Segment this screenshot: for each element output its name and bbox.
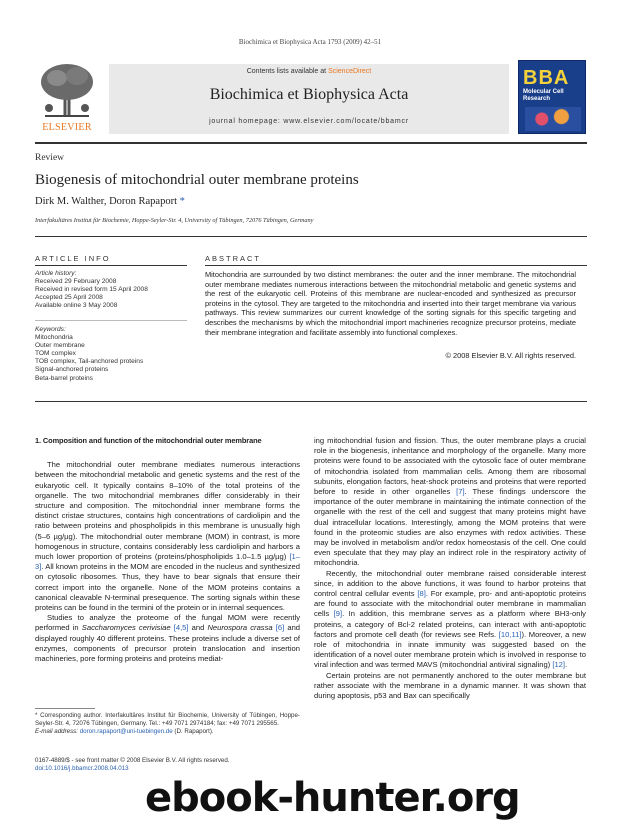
paragraph-text: . For example, pro- and anti-apoptotic proteins are found to associate with the mitochondrial outer membrane in mammalian cells	[314, 589, 586, 619]
section-heading: 1. Composition and function of the mitochondrial outer membrane	[35, 436, 262, 445]
email-suffix: (D. Rapaport).	[172, 728, 214, 735]
citation-link[interactable]: [9]	[333, 609, 343, 619]
paragraph-text: . In addition, this membrane serves as a platform where BH3-only proteins, a category of Bcl-2 related proteins, can interact with anti-apoptotic factors and promote cell death (for reviews see Refs.	[314, 609, 586, 639]
masthead-divider	[35, 142, 587, 144]
paragraph-text: . All known proteins in the MOM are encoded in the nucleus and synthesized on cytosolic ribosomes. Thus, they have to bear signals that ensure their correct import into the organelle. None of the MOM proteins contains a canonical cleavable N-terminal presequence. The sorting signals within these proteins can be found in the termini of the protein or in internal sequences.	[35, 562, 300, 613]
sciencedirect-link[interactable]: ScienceDirect	[328, 68, 372, 75]
paragraph-text: .	[565, 660, 568, 670]
journal-title: Biochimica et Biophysica Acta	[209, 86, 409, 103]
email-line	[35, 728, 300, 736]
corresponding-author-mark[interactable]: *	[179, 196, 185, 207]
journal-cover-image	[518, 60, 586, 134]
journal-reference: Biochimica et Biophysica Acta 1793 (2009) 42–51	[238, 38, 382, 46]
corresponding-author-note: * Corresponding author. Interfakultäres Institut für Biochemie, University of Tübingen, Hoppe-Seyler-Str. 4, 72076 Tübingen, Germany. Tel.: +49 7071 2974184; fax: +49 7071 295565.	[35, 712, 300, 727]
history-item: Received in revised form 15 April 2008	[35, 286, 148, 294]
paragraph-text: Studies to analyze the proteome of the fungal MOM were recently performed in	[35, 613, 300, 633]
article-info-heading: ARTICLE INFO	[35, 254, 111, 263]
paragraph	[314, 436, 586, 569]
citation-link[interactable]: [6]	[275, 623, 285, 633]
issn-line: 0167-4889/$ - see front matter © 2008 Elsevier B.V. All rights reserved.	[35, 757, 230, 764]
contents-prefix: Contents lists available at	[246, 68, 329, 75]
citation-link[interactable]: [4,5]	[173, 623, 189, 633]
paragraph-text: . These findings underscore the importance of the outer membrane in maintaining the intimate connection of the organelle with the rest of the cell and suggest that many proteins might have dual intracellular locations. Interestingly, among the MOM proteins that were found in the proteomic studies are also enzymes with redox activities. These may be involved in metabolism and/or redox homeostasis of the cell. One could even speculate that they may play an indirect role in the respiratory activity of mitochondria.	[314, 487, 586, 568]
paragraph-text: Recently, the mitochondrial outer membrane raised considerable interest since, in addition to the above functions, it was found to harbor proteins that control central cellular events	[314, 568, 586, 599]
abstract-heading: ABSTRACT	[205, 254, 262, 263]
footnote	[35, 712, 300, 736]
affiliation: Interfakultäres Institut für Biochemie, Hoppe-Seyler-Str. 4, University of Tübingen, 72076 Tübingen, Germany	[35, 217, 314, 224]
paragraph	[35, 613, 300, 664]
paragraph	[314, 569, 586, 671]
keyword: TOB complex, Tail-anchored proteins	[35, 358, 144, 366]
email-link[interactable]: doron.rapaport@uni-tuebingen.de	[79, 728, 173, 735]
history-label: Article history:	[35, 270, 77, 277]
cover-subtitle: Molecular Cell Research	[523, 89, 564, 102]
abstract-rule	[205, 265, 587, 266]
body-column-left	[35, 436, 300, 664]
species-name: Neurospora crassa	[207, 623, 273, 633]
publisher-name: ELSEVIER	[42, 122, 92, 133]
history-item: Available online 3 May 2008	[35, 302, 118, 310]
cover-artwork	[525, 107, 581, 131]
species-name: Saccharomyces cerivisiae	[81, 623, 171, 633]
abstract-text: Mitochondria are surrounded by two distinct membranes: the outer and the inner membrane. The mitochondrial outer membrane mediates numerous interactions between the mitochondrial metabolic and genetic systems and the rest of the eukaryotic cell. Proteins of this membrane are nuclear-encoded and synthesized as precursor proteins in the cytosol. They are targeted to the mitochondria and inserted into their target membrane via various pathways. This review summarizes our current knowledge of the sorting signals for this specific targeting and describes the mechanisms by which the mitochondrial import machineries recognize precursor proteins, mediate their membrane integration and facilitate assembly into functional complexes.	[205, 270, 576, 337]
article-history	[35, 270, 185, 310]
contents-line	[109, 68, 509, 75]
abstract-bottom-divider	[35, 401, 587, 402]
paragraph-text: ing mitochondrial fusion and fission. Thus, the outer membrane plays a crucial role in the biogenesis, inheritance and morphology of the organelle. Many more proteins were found to be associated with the cytosolic face of outer membrane of mitochondria isolated from mammalian cells. Among them are ribosomal subunits, elongation factors, heat-shock proteins and proteins that were reported before to reside in other organelles	[314, 436, 586, 497]
citation-link[interactable]: [8]	[417, 589, 426, 599]
citation-link[interactable]: [1–3]	[35, 552, 300, 572]
history-item: Received 29 February 2008	[35, 278, 117, 286]
watermark-text: ebook-hunter.org	[145, 775, 520, 821]
journal-homepage-link[interactable]: journal homepage: www.elsevier.com/locate/bbamcr	[209, 118, 409, 125]
copyright-notice: © 2008 Elsevier B.V. All rights reserved.	[445, 351, 576, 360]
masthead	[35, 58, 587, 136]
paragraph-text: The mitochondrial outer membrane mediates numerous interactions between the mitochondrial metabolic and genetic systems and the rest of the eukaryotic cell. It typically contains 8–10% of the total proteins of the organelle. The two mitochondrial membranes differ considerably in their structure and composition. The mitochondrial inner membrane forms the distinct cristae structures, contains high concentrations of cardiolipin and the ratio between proteins and phospholipids in this membrane is unusually high (5–6 µg/µg). The mitochondrial outer membrane (MOM) in contrast, is more homogenous in structure, contains considerably less cardiolipin and harbors a much lower proportion of proteins (proteins/phospholipids 1.0–1.5 µg/µg)	[35, 460, 300, 562]
paragraph-text: and displayed roughly 40 different proteins. These proteins include a diverse set of enzymes, components of precursor protein translocation and insertion machineries, pore forming proteins and proteins mediat-	[35, 623, 301, 664]
article-type: Review	[35, 153, 65, 163]
keyword: Mitochondria	[35, 334, 73, 342]
paragraph: Certain proteins are not permanently anchored to the outer membrane but rather associate with the membrane in a dynamic manner. It was shown that during apoptosis, p53 and Bax can specifically	[314, 670, 586, 701]
keywords-rule	[35, 320, 187, 321]
affiliation-divider	[35, 236, 587, 237]
email-label: E-mail address:	[35, 728, 80, 735]
footnote-rule	[35, 708, 95, 709]
author-list	[35, 196, 185, 207]
cover-title: BBA	[523, 67, 570, 89]
article-info-rule	[35, 265, 187, 266]
history-item: Accepted 25 April 2008	[35, 294, 103, 302]
keywords-block	[35, 326, 185, 383]
keyword: Outer membrane	[35, 342, 85, 350]
keywords-label: Keywords:	[35, 326, 66, 333]
paragraph-text: and	[188, 623, 208, 633]
publication-info	[35, 757, 230, 773]
citation-link[interactable]: [10,11]	[498, 629, 522, 639]
journal-header-box	[109, 64, 509, 134]
paragraph-text: ). Moreover, a new role of mitochondria in innate immunity was suggested based on the identification of a novel outer membrane protein which is involved in response to viral infection and was termed MAVS (mitochondrial antiviral signaling)	[314, 629, 586, 670]
paragraph	[35, 460, 300, 613]
keyword: TOM complex	[35, 350, 76, 358]
keyword: Signal-anchored proteins	[35, 366, 109, 374]
body-column-right	[314, 436, 586, 701]
article-title: Biogenesis of mitochondrial outer membrane proteins	[35, 172, 359, 188]
doi-link[interactable]: doi:10.1016/j.bbamcr.2008.04.013	[35, 765, 129, 772]
citation-link[interactable]: [12]	[552, 660, 565, 670]
keyword: Beta-barrel proteins	[35, 374, 93, 382]
author-names: Dirk M. Walther, Doron Rapaport	[35, 196, 178, 207]
citation-link[interactable]: [7]	[456, 487, 465, 497]
